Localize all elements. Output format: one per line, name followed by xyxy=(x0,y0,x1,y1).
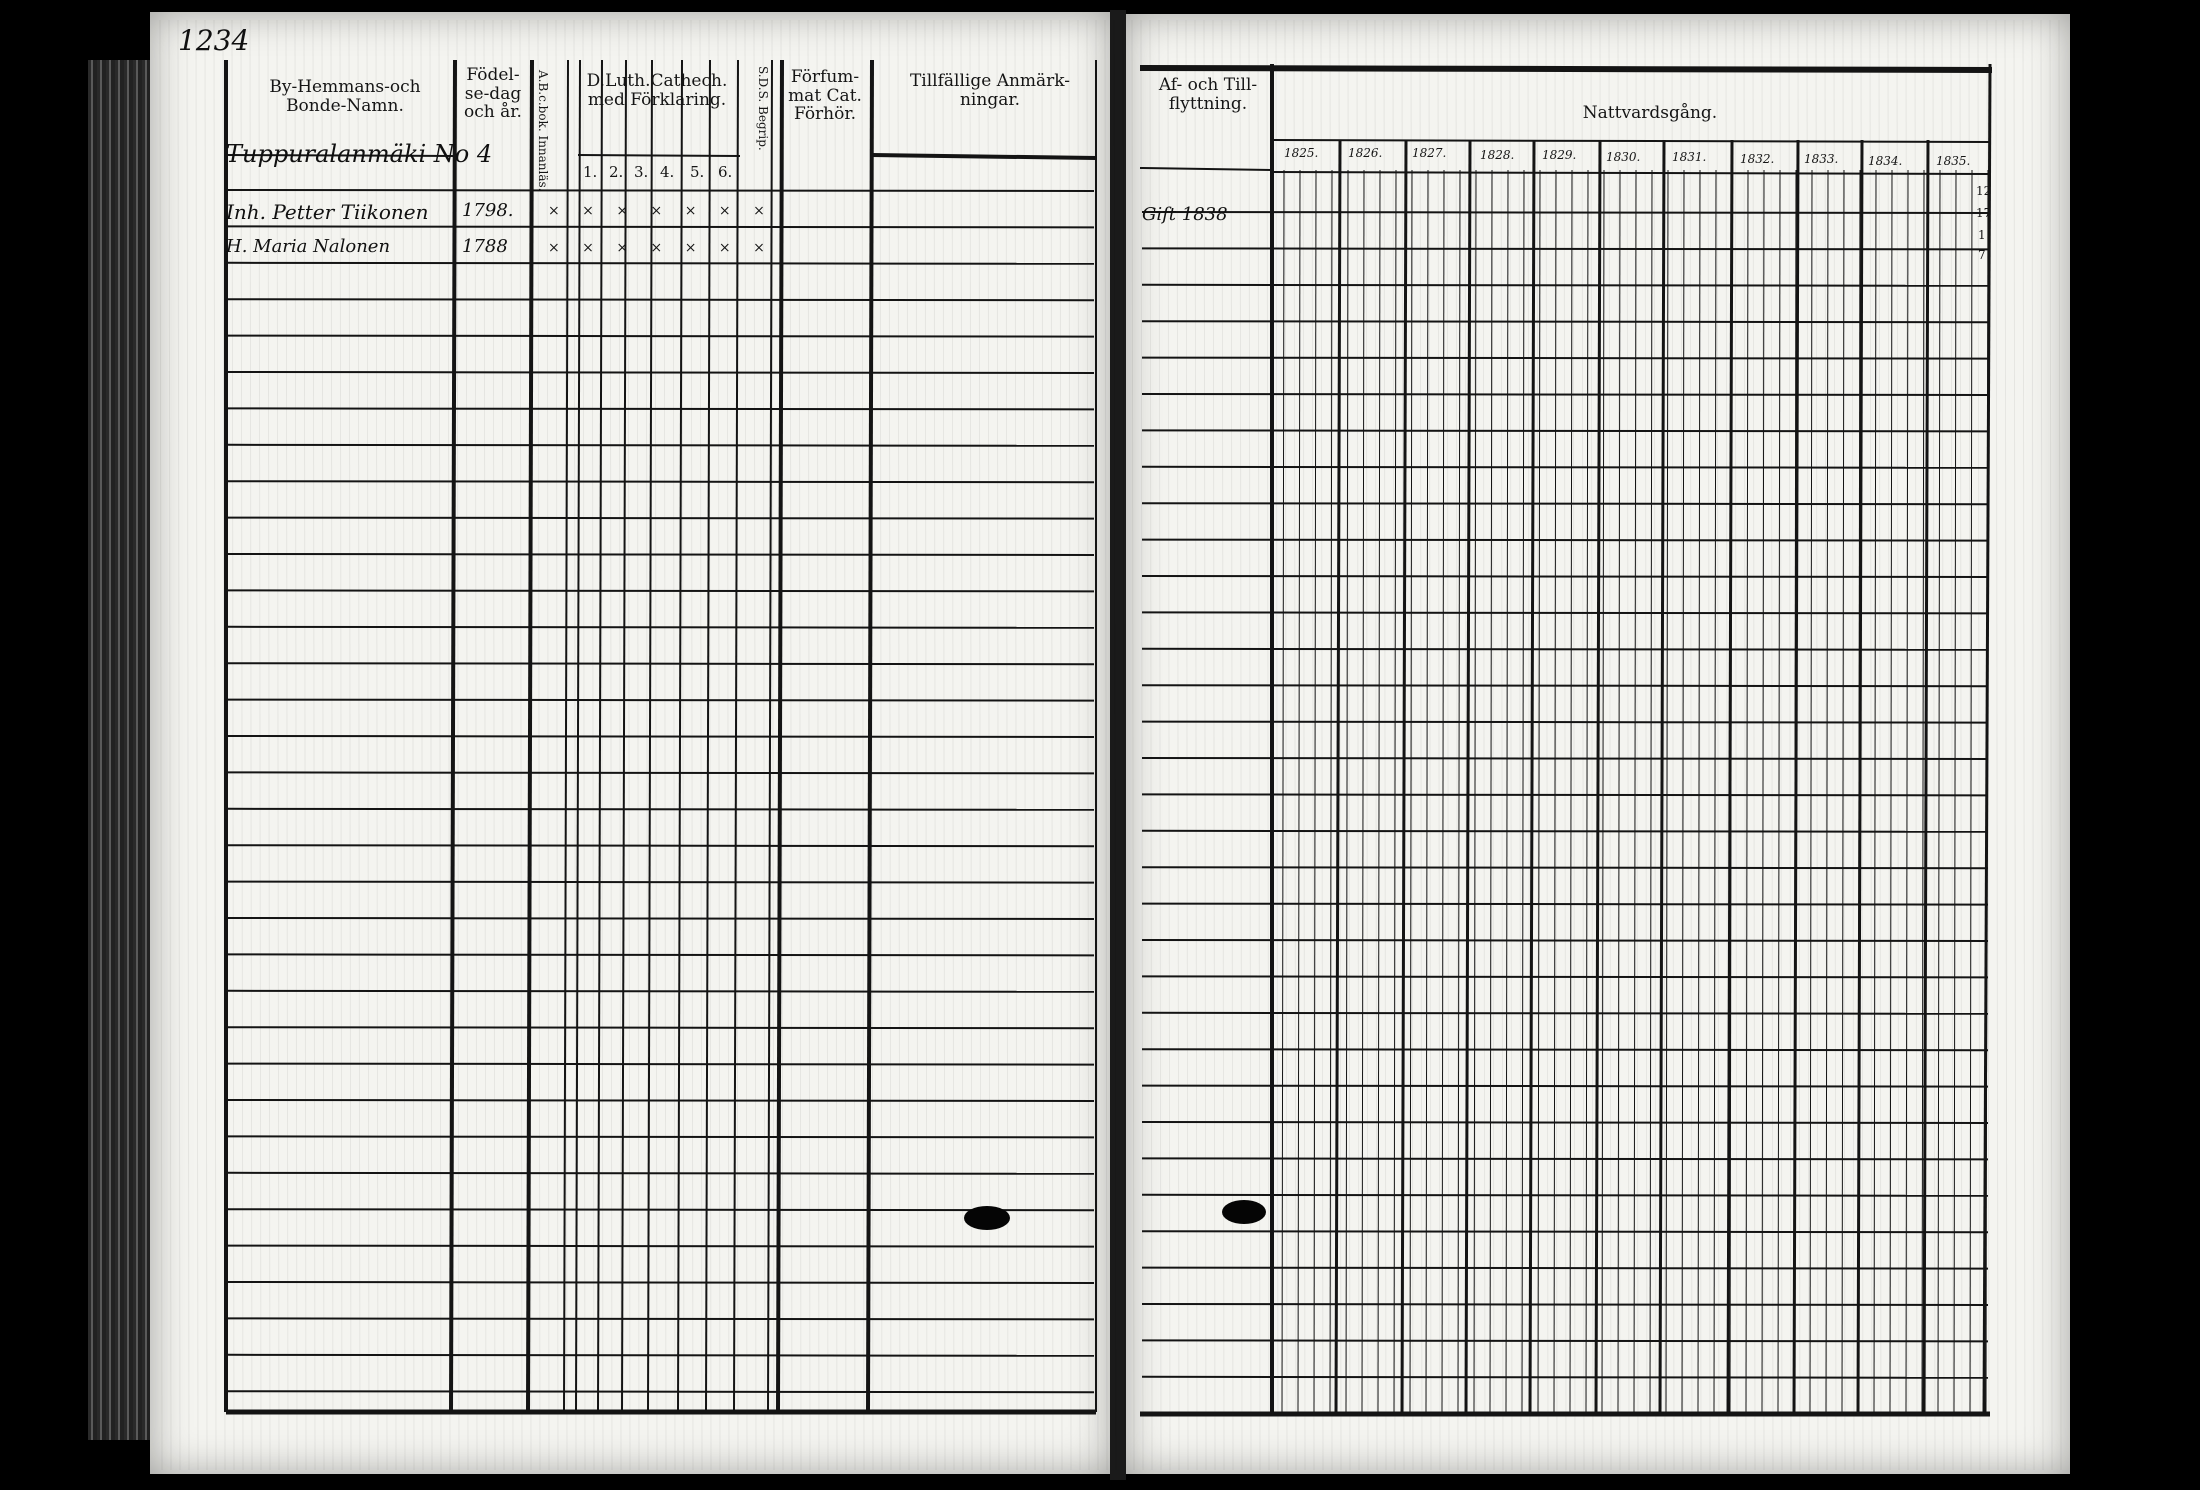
scan-striation xyxy=(619,20,621,1470)
scan-striation xyxy=(934,20,936,1470)
scan-striation xyxy=(1303,20,1305,1470)
header-farm-name: By-Hemmans-och Bonde-Namn. xyxy=(269,77,421,116)
ink-blot-left xyxy=(964,1206,1010,1230)
year-sub-line xyxy=(1954,170,1956,1414)
scan-striation xyxy=(1042,20,1044,1470)
scan-striation xyxy=(556,20,558,1470)
entry-birth-2: 1788 xyxy=(462,236,508,257)
year-sub-line xyxy=(1362,170,1364,1414)
left-row-line xyxy=(228,554,1094,555)
right-row-line xyxy=(1142,794,1988,795)
scan-striation xyxy=(214,20,216,1470)
scan-striation xyxy=(943,20,945,1470)
scan-striation xyxy=(1240,20,1242,1470)
scan-striation xyxy=(1933,20,1935,1470)
year-sub-line xyxy=(1602,170,1604,1414)
scan-striation xyxy=(700,20,702,1470)
scan-striation xyxy=(1996,20,1998,1470)
left-row-line xyxy=(228,408,1094,409)
scan-striation xyxy=(1384,20,1386,1470)
right-row-line xyxy=(1142,1195,1988,1196)
right-row-line xyxy=(1142,1122,1988,1123)
right-row-line xyxy=(1142,212,1988,213)
scan-striation xyxy=(1753,20,1755,1470)
sub-number-1: 1. xyxy=(583,163,598,181)
scan-striation xyxy=(1060,20,1062,1470)
scan-striation xyxy=(1519,20,1521,1470)
scan-striation xyxy=(178,20,180,1470)
scan-striation xyxy=(808,20,810,1470)
scan-striation xyxy=(1807,20,1809,1470)
left-row-line xyxy=(228,1027,1094,1028)
left-row-line xyxy=(228,991,1094,992)
header-moving: Af- och Till-flyttning. xyxy=(1158,75,1258,114)
right-row-line xyxy=(1142,503,1988,504)
scan-striation xyxy=(718,20,720,1470)
right-row-line xyxy=(1142,576,1988,577)
scan-striation xyxy=(1159,20,1161,1470)
right-row-line xyxy=(1142,394,1988,395)
sub-number-3: 3. xyxy=(634,163,649,181)
header-birth: Födel-se-dag och år. xyxy=(464,65,522,123)
right-row-line xyxy=(1142,248,1988,249)
scan-striation xyxy=(1429,20,1431,1470)
scan-striation xyxy=(394,20,396,1470)
scan-striation xyxy=(520,20,522,1470)
right-row-line xyxy=(1142,358,1988,359)
left-row-line xyxy=(228,481,1094,482)
scan-striation xyxy=(1816,20,1818,1470)
scan-striation xyxy=(439,20,441,1470)
scan-striation xyxy=(1276,20,1278,1470)
scan-striation xyxy=(1942,20,1944,1470)
scan-striation xyxy=(2023,20,2025,1470)
scan-striation xyxy=(952,20,954,1470)
scan-striation xyxy=(745,20,747,1470)
left-row-line xyxy=(228,954,1094,955)
scan-striation xyxy=(1510,20,1512,1470)
scan-striation xyxy=(1249,20,1251,1470)
scan-striation xyxy=(1951,20,1953,1470)
sub-number-2: 2. xyxy=(609,163,624,181)
scan-striation xyxy=(1051,20,1053,1470)
scan-striation xyxy=(457,20,459,1470)
scan-striation xyxy=(1960,20,1962,1470)
left-row-line xyxy=(228,627,1094,628)
right-row-line xyxy=(1142,1268,1988,1269)
year-sub-line xyxy=(1490,170,1492,1414)
year-sub-line xyxy=(1442,170,1444,1414)
right-row-line xyxy=(1142,758,1988,759)
scan-striation xyxy=(403,20,405,1470)
scan-striation xyxy=(1231,20,1233,1470)
scan-striation xyxy=(1069,20,1071,1470)
scan-striation xyxy=(421,20,423,1470)
header-remarks: Tillfällige Anmärk-ningar. xyxy=(909,71,1071,110)
year-1825: 1825. xyxy=(1284,146,1319,160)
scan-striation xyxy=(169,20,171,1470)
right-row-line xyxy=(1142,430,1988,431)
header-sds: S.D.S. Begrip. xyxy=(756,66,770,151)
left-row-line xyxy=(228,1318,1094,1319)
right-row-line xyxy=(1142,722,1988,723)
scan-striation xyxy=(1672,20,1674,1470)
sub-number-6: 6. xyxy=(718,163,733,181)
year-sub-line xyxy=(1874,170,1876,1414)
scan-striation xyxy=(763,20,765,1470)
right-row-line xyxy=(1142,1086,1988,1087)
year-sub-line xyxy=(1938,170,1940,1414)
left-row-line xyxy=(228,1246,1094,1247)
scan-striation xyxy=(2050,20,2052,1470)
year-1831: 1831. xyxy=(1672,150,1707,164)
scan-striation xyxy=(1654,20,1656,1470)
scan-striation xyxy=(1888,20,1890,1470)
left-row-line xyxy=(228,336,1094,337)
entry-marks-1: × × × × × × × xyxy=(548,203,774,219)
year-sub-line xyxy=(1426,170,1428,1414)
year-sub-line xyxy=(1346,170,1348,1414)
scan-striation xyxy=(1006,20,1008,1470)
last-col-mark-4: 7 xyxy=(1978,248,1986,262)
right-row-line xyxy=(1142,649,1988,650)
year-sub-line xyxy=(1570,170,1572,1414)
last-col-mark-2: 17 xyxy=(1976,206,1992,220)
right-row-line xyxy=(1142,940,1988,941)
year-sub-line xyxy=(1650,170,1652,1414)
right-row-line xyxy=(1142,540,1988,541)
scan-striation xyxy=(790,20,792,1470)
scan-striation xyxy=(1744,20,1746,1470)
moved-entry: Gift 1838 xyxy=(1142,204,1228,225)
year-1827: 1827. xyxy=(1412,146,1447,160)
year-1826: 1826. xyxy=(1348,146,1383,160)
right-row-line xyxy=(1142,831,1988,832)
year-1835: 1835. xyxy=(1936,154,1971,168)
right-row-line xyxy=(1142,467,1988,468)
scan-striation xyxy=(2041,20,2043,1470)
scan-striation xyxy=(196,20,198,1470)
entry-name-1: Inh. Petter Tiikonen xyxy=(226,200,429,224)
scan-striation xyxy=(1132,20,1134,1470)
year-header-line xyxy=(1272,140,1990,142)
left-row-line xyxy=(228,736,1094,737)
farm-name: Tuppuralanmäki No 4 xyxy=(226,140,493,168)
scan-striation xyxy=(664,20,666,1470)
scan-striation xyxy=(1771,20,1773,1470)
scan-striation xyxy=(2032,20,2034,1470)
year-sub-line xyxy=(1458,170,1460,1414)
last-col-mark-1: 12 xyxy=(1976,184,1992,198)
scan-striation xyxy=(907,20,909,1470)
year-sub-line xyxy=(1810,170,1812,1414)
header-missed-hearing: Förfum-mat Cat. Förhör. xyxy=(788,67,862,125)
year-col-line xyxy=(1596,140,1600,1414)
right-row-line xyxy=(1142,1377,1988,1378)
year-sub-line xyxy=(1586,170,1588,1414)
scan-striation xyxy=(1123,20,1125,1470)
scan-striation xyxy=(1789,20,1791,1470)
scan-striation xyxy=(1708,20,1710,1470)
scan-striation xyxy=(1087,20,1089,1470)
scan-striation xyxy=(1483,20,1485,1470)
scan-striation xyxy=(1564,20,1566,1470)
left-row-line xyxy=(228,445,1094,446)
scan-striation xyxy=(1591,20,1593,1470)
year-col-line xyxy=(1336,140,1340,1414)
scan-striation xyxy=(691,20,693,1470)
scan-striation xyxy=(997,20,999,1470)
scan-striation xyxy=(988,20,990,1470)
sub-number-4: 4. xyxy=(660,163,675,181)
scan-striation xyxy=(1141,20,1143,1470)
header-catechism: D.Luth.Cathech. med Förklaring. xyxy=(586,71,728,110)
scan-striation xyxy=(898,20,900,1470)
scan-striation xyxy=(1267,20,1269,1470)
scan-striation xyxy=(754,20,756,1470)
year-col-line xyxy=(1530,140,1534,1414)
scan-striation xyxy=(1852,20,1854,1470)
left-row-line xyxy=(228,845,1094,846)
year-1829: 1829. xyxy=(1542,148,1577,162)
scan-striation xyxy=(1627,20,1629,1470)
scan-striation xyxy=(673,20,675,1470)
scan-striation xyxy=(880,20,882,1470)
left-row-line xyxy=(228,1282,1094,1283)
right-row-line xyxy=(1142,1231,1988,1232)
moving-header-line xyxy=(1140,168,1272,170)
scan-striation xyxy=(727,20,729,1470)
left-row-line xyxy=(228,1100,1094,1101)
sub-number-5: 5. xyxy=(690,163,705,181)
scan-striation xyxy=(817,20,819,1470)
scan-striation xyxy=(961,20,963,1470)
scan-striation xyxy=(655,20,657,1470)
scan-striation xyxy=(799,20,801,1470)
scan-striation xyxy=(2059,20,2061,1470)
scan-striation xyxy=(826,20,828,1470)
scan-striation xyxy=(2005,20,2007,1470)
scan-striation xyxy=(160,20,162,1470)
left-row-line xyxy=(228,1064,1094,1065)
scan-striation xyxy=(862,20,864,1470)
scan-striation xyxy=(637,20,639,1470)
scan-striation xyxy=(1420,20,1422,1470)
scan-striation xyxy=(916,20,918,1470)
scan-striation xyxy=(1114,20,1116,1470)
scan-striation xyxy=(1195,20,1197,1470)
scan-striation xyxy=(1690,20,1692,1470)
right-row-line xyxy=(1142,685,1988,686)
year-sub-line xyxy=(1314,170,1316,1414)
left-row-line xyxy=(228,372,1094,373)
scan-striation xyxy=(844,20,846,1470)
left-row-line xyxy=(228,1355,1094,1356)
scan-striation xyxy=(1546,20,1548,1470)
year-col-line xyxy=(1466,140,1470,1414)
left-row-line xyxy=(228,809,1094,810)
year-col-line xyxy=(1660,140,1664,1414)
left-row-line xyxy=(228,226,1094,227)
remarks-header-line xyxy=(872,155,1096,158)
year-sub-line xyxy=(1522,170,1524,1414)
scan-striation xyxy=(1357,20,1359,1470)
year-sub-line xyxy=(1378,170,1380,1414)
left-row-line xyxy=(228,299,1094,300)
scan-striation xyxy=(1501,20,1503,1470)
left-row-line xyxy=(228,1209,1094,1210)
left-row-line xyxy=(228,590,1094,591)
year-sub-line xyxy=(1890,170,1892,1414)
scan-striation xyxy=(511,20,513,1470)
scan-striation xyxy=(1321,20,1323,1470)
scan-striation xyxy=(1294,20,1296,1470)
scan-striation xyxy=(187,20,189,1470)
scan-striation xyxy=(1915,20,1917,1470)
scan-striation xyxy=(1285,20,1287,1470)
right-row-line xyxy=(1142,867,1988,868)
year-sub-line xyxy=(1746,170,1748,1414)
header-abc-book: A.B.c.bok. Innanläs. xyxy=(536,70,550,192)
scan-striation xyxy=(1375,20,1377,1470)
year-sub-line xyxy=(1506,170,1508,1414)
scan-striation xyxy=(1024,20,1026,1470)
scan-striation xyxy=(412,20,414,1470)
year-sub-line xyxy=(1778,170,1780,1414)
right-row-line xyxy=(1142,904,1988,905)
year-sub-line xyxy=(1282,170,1284,1414)
scan-striation xyxy=(1033,20,1035,1470)
scan-striation xyxy=(1456,20,1458,1470)
year-sub-line xyxy=(1634,170,1636,1414)
scan-striation xyxy=(628,20,630,1470)
year-1833: 1833. xyxy=(1804,152,1839,166)
right-row-line xyxy=(1142,1413,1988,1414)
scan-striation xyxy=(1105,20,1107,1470)
scan-striation xyxy=(1222,20,1224,1470)
scan-striation xyxy=(610,20,612,1470)
scan-striation xyxy=(1438,20,1440,1470)
right-row-line xyxy=(1142,976,1988,977)
scan-striation xyxy=(979,20,981,1470)
left-row-line xyxy=(228,190,1094,191)
left-row-line xyxy=(228,1136,1094,1137)
scan-striation xyxy=(1735,20,1737,1470)
scan-striation xyxy=(1582,20,1584,1470)
scan-striation xyxy=(970,20,972,1470)
scan-striation xyxy=(538,20,540,1470)
year-1830: 1830. xyxy=(1606,150,1641,164)
scan-striation xyxy=(1609,20,1611,1470)
scan-striation xyxy=(1150,20,1152,1470)
right-row-line xyxy=(1142,285,1988,286)
scan-striation xyxy=(1177,20,1179,1470)
scan-striation xyxy=(1879,20,1881,1470)
scan-striation xyxy=(1870,20,1872,1470)
scan-striation xyxy=(889,20,891,1470)
right-row-line xyxy=(1142,1013,1988,1014)
scan-striation xyxy=(1573,20,1575,1470)
left-row-line xyxy=(228,1173,1094,1174)
right-top-border xyxy=(1140,68,1992,70)
scan-striation xyxy=(1312,20,1314,1470)
left-row-line xyxy=(228,882,1094,883)
last-col-mark-3: 1 xyxy=(1978,228,1986,242)
scan-striation xyxy=(2014,20,2016,1470)
right-row-line xyxy=(1142,1158,1988,1159)
scan-striation xyxy=(1015,20,1017,1470)
entry-marks-2: × × × × × × × xyxy=(548,240,774,256)
scan-striation xyxy=(1168,20,1170,1470)
scan-striation xyxy=(430,20,432,1470)
scan-striation xyxy=(1213,20,1215,1470)
year-1832: 1832. xyxy=(1740,152,1775,166)
entry-birth-1: 1798. xyxy=(462,200,514,221)
scan-striation xyxy=(1897,20,1899,1470)
left-row-line xyxy=(228,918,1094,919)
year-1828: 1828. xyxy=(1480,148,1515,162)
year-sub-line xyxy=(1298,170,1300,1414)
scan-striation xyxy=(1258,20,1260,1470)
scan-striation xyxy=(1366,20,1368,1470)
scan-striation xyxy=(853,20,855,1470)
scan-striation xyxy=(925,20,927,1470)
scan-striation xyxy=(1717,20,1719,1470)
right-row-line xyxy=(1142,1340,1988,1341)
scan-striation xyxy=(1834,20,1836,1470)
ink-blot-right xyxy=(1222,1200,1266,1224)
scan-striation xyxy=(1204,20,1206,1470)
scan-striation xyxy=(1186,20,1188,1470)
header-communion: Nattvardsgång. xyxy=(1582,103,1718,123)
right-row-line xyxy=(1142,1304,1988,1305)
right-row-line xyxy=(1142,612,1988,613)
scan-striation xyxy=(583,20,585,1470)
left-row-line xyxy=(228,518,1094,519)
scan-striation xyxy=(547,20,549,1470)
year-sub-line xyxy=(1714,170,1716,1414)
year-1834: 1834. xyxy=(1868,154,1903,168)
sub-header-line xyxy=(578,155,740,156)
scan-striation xyxy=(1645,20,1647,1470)
left-row-line xyxy=(228,1391,1094,1392)
year-sub-line xyxy=(1666,170,1668,1414)
right-row-line xyxy=(1142,1049,1988,1050)
scan-striation xyxy=(592,20,594,1470)
left-row-line xyxy=(228,772,1094,773)
entry-name-2: H. Maria Nalonen xyxy=(226,236,391,257)
scan-striation xyxy=(205,20,207,1470)
scan-striation xyxy=(1447,20,1449,1470)
scan-striation xyxy=(835,20,837,1470)
scan-striation xyxy=(1078,20,1080,1470)
right-row-line xyxy=(1142,321,1988,322)
left-row-line xyxy=(228,263,1094,264)
left-row-line xyxy=(228,700,1094,701)
page-number: 1234 xyxy=(178,24,250,57)
left-row-line xyxy=(228,663,1094,664)
